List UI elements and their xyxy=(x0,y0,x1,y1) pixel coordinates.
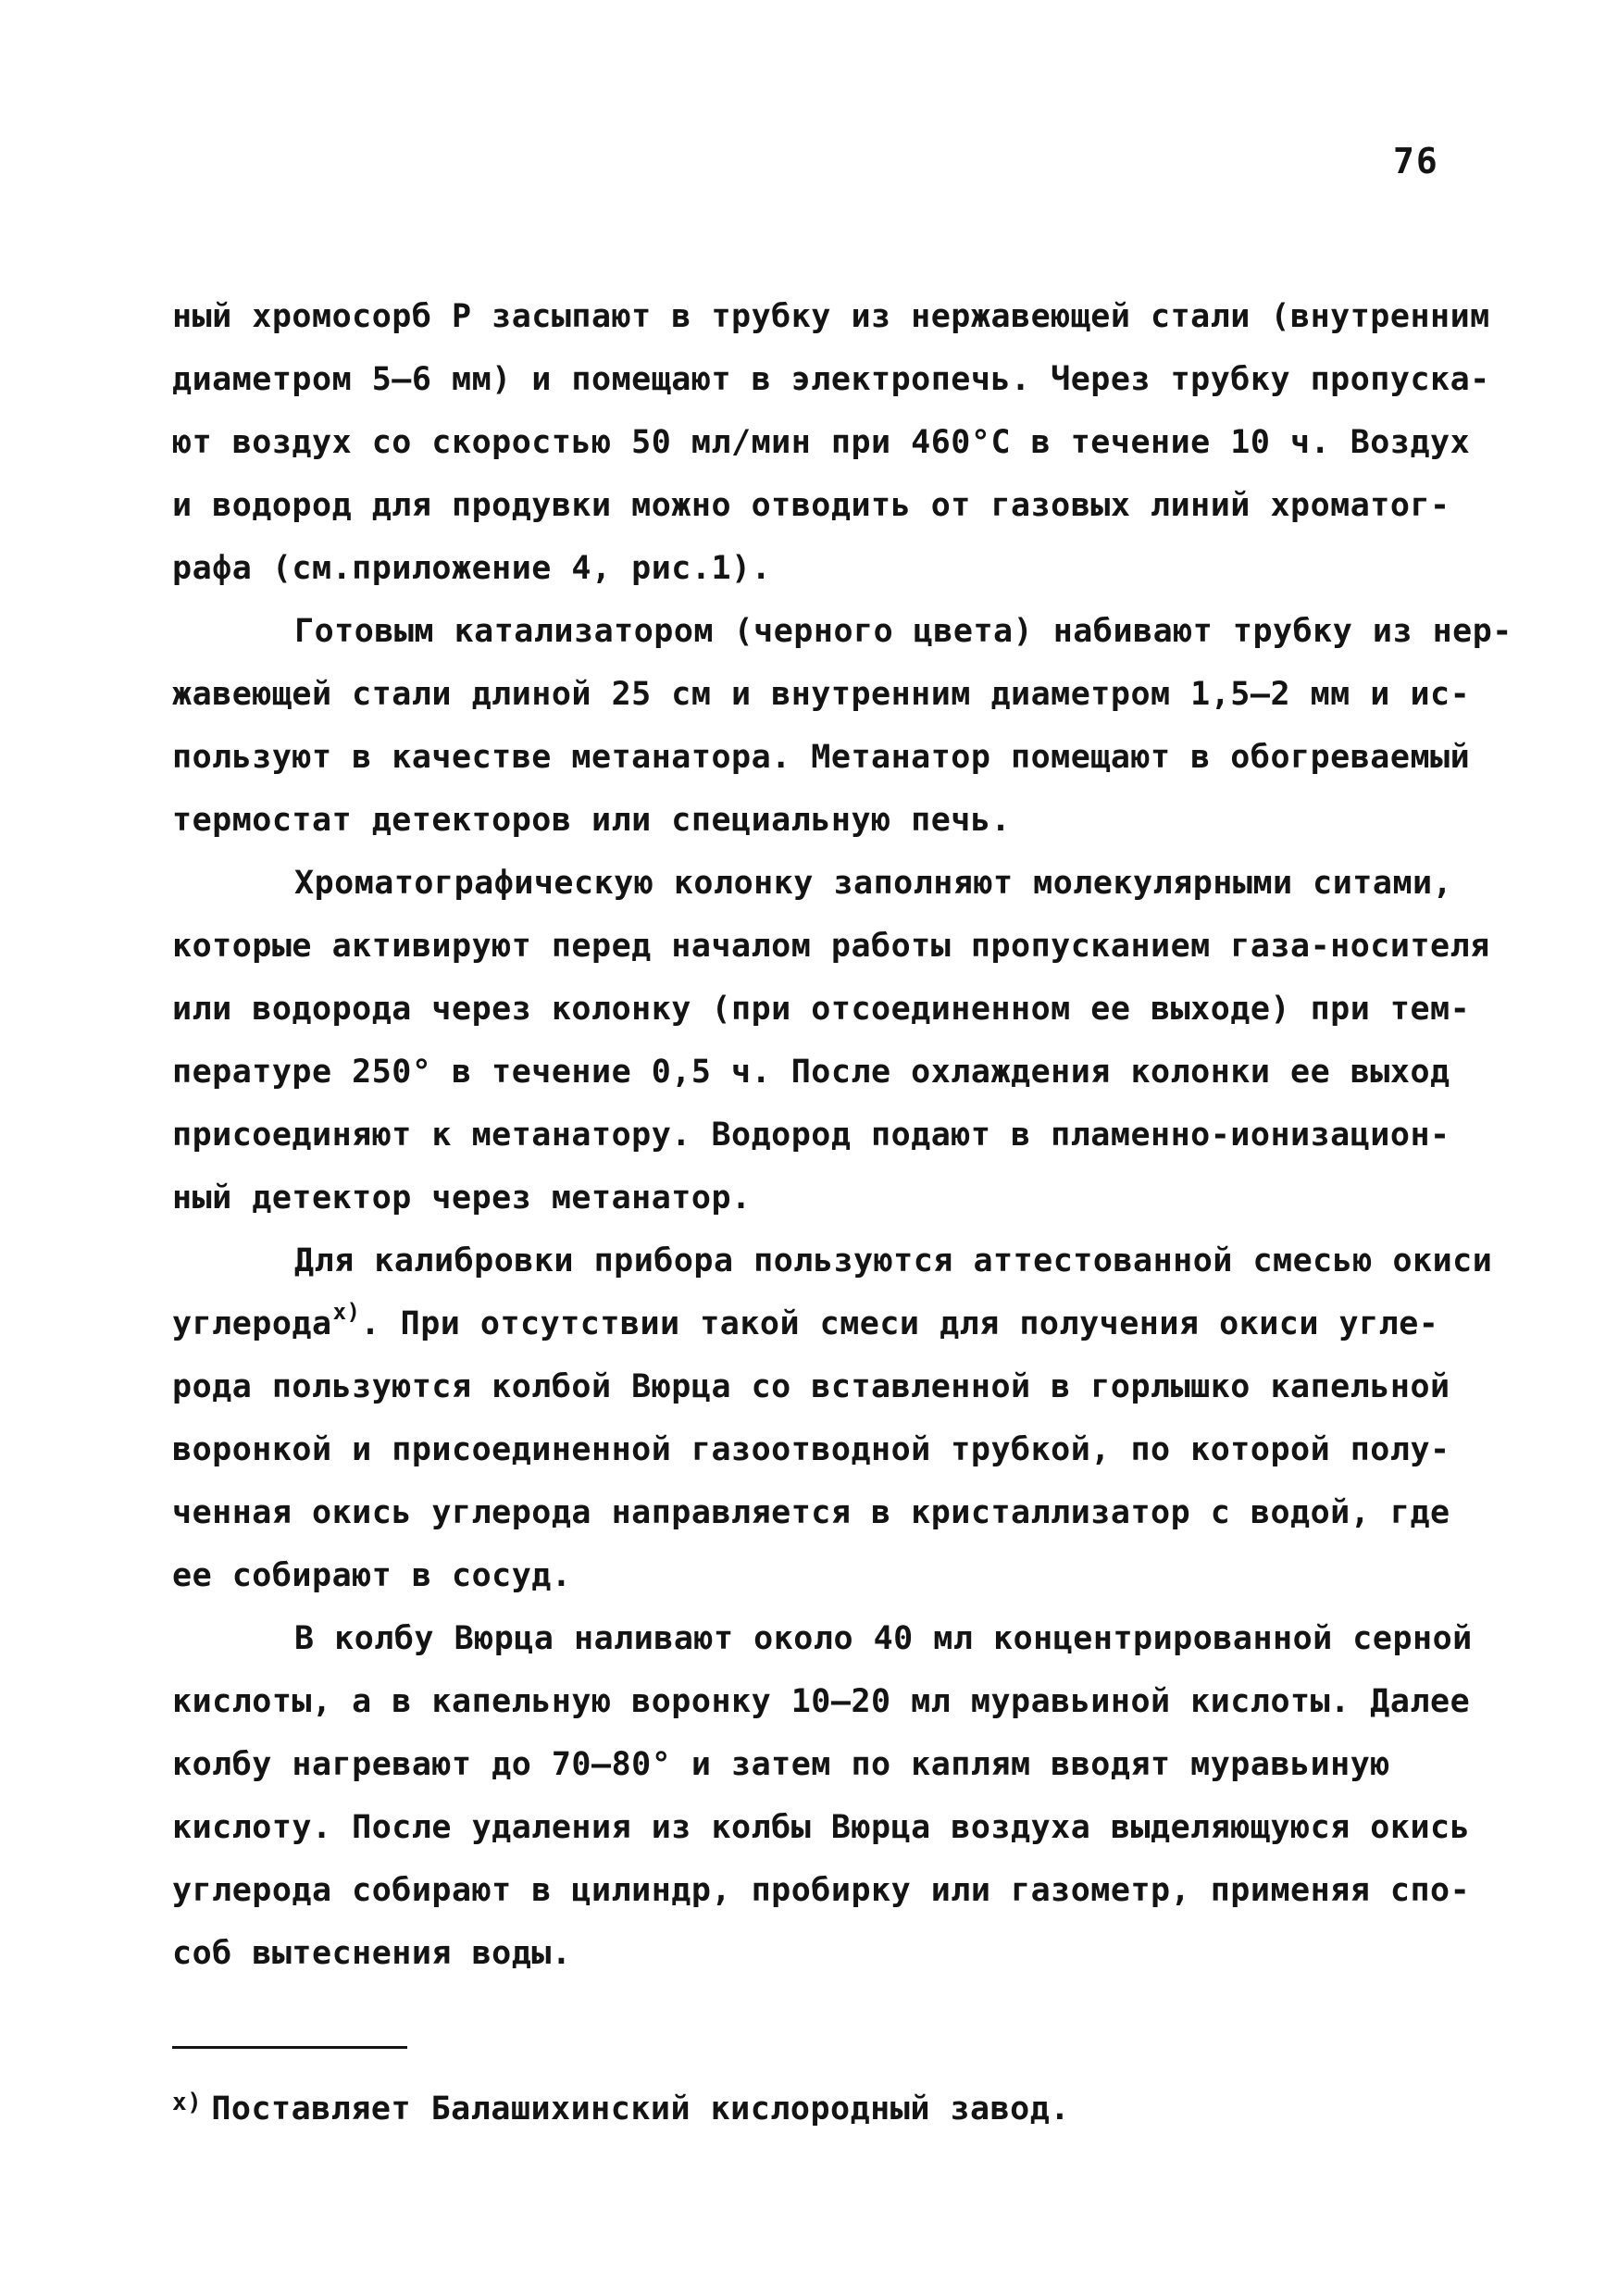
paragraph-text: . При отсутствии такой смеси для получения окиси угле- xyxy=(360,1305,1439,1342)
paragraph-line: или водорода через колонку (при отсоединенном ее выходе) при тем- xyxy=(172,991,1471,1028)
footnote xyxy=(172,2089,1070,2128)
paragraph-line: кислоту. После удаления из колбы Вюрца воздуха выделяющуюся окись xyxy=(172,1809,1471,1846)
footnote-marker: x) xyxy=(172,2089,203,2116)
paragraph-line: кислоты, а в капельную воронку 10–20 мл муравьиной кислоты. Далее xyxy=(172,1683,1471,1720)
paragraph-line: пользуют в качестве метанатора. Метанатор помещают в обогреваемый xyxy=(172,739,1471,776)
paragraph-line: соб вытеснения воды. xyxy=(172,1935,572,1972)
paragraph-line: ный детектор через метанатор. xyxy=(172,1179,752,1217)
paragraph-line: воронкой и присоединенной газоотводной трубкой, по которой полу- xyxy=(172,1431,1450,1468)
paragraph-line: ченная окись углерода направляется в кристаллизатор с водой, где xyxy=(172,1494,1450,1531)
paragraph-line: углерода собирают в цилиндр, пробирку или газометр, применяя спо- xyxy=(172,1872,1471,1909)
paragraph-line: ный хромосорб Р засыпают в трубку из нержавеющей стали (внутренним xyxy=(172,298,1490,335)
paragraph-line: жавеющей стали длиной 25 см и внутренним диаметром 1,5–2 мм и ис- xyxy=(172,676,1471,713)
paragraph-line: Хроматографическую колонку заполняют молекулярными ситами, xyxy=(294,865,1453,902)
paragraph-line: пературе 250° в течение 0,5 ч. После охлаждения колонки ее выход xyxy=(172,1054,1450,1091)
paragraph-line: присоединяют к метанатору. Водород подают в пламенно-ионизацион- xyxy=(172,1117,1450,1154)
footnote-divider xyxy=(172,2046,407,2049)
footnote-reference: x) xyxy=(332,1299,361,1325)
paragraph-line-with-footnote-ref xyxy=(172,1299,1439,1342)
paragraph-line: В колбу Вюрца наливают около 40 мл концентрированной серной xyxy=(294,1620,1473,1657)
paragraph-line: Готовым катализатором (черного цвета) набивают трубку из нер- xyxy=(294,613,1512,650)
paragraph-line: которые активируют перед началом работы пропусканием газа-носителя xyxy=(172,928,1490,965)
paragraph-line: рафа (см.приложение 4, рис.1). xyxy=(172,550,772,587)
paragraph-line: и водород для продувки можно отводить от газовых линий хроматог- xyxy=(172,487,1450,524)
paragraph-line: рода пользуются колбой Вюрца со вставленной в горлышко капельной xyxy=(172,1368,1450,1405)
paragraph-line: диаметром 5–6 мм) и помещают в электропечь. Через трубку пропуска- xyxy=(172,361,1490,398)
footnote-text: Поставляет Балашихинский кислородный завод. xyxy=(211,2090,1070,2128)
paragraph-line: термостат детекторов или специальную печь. xyxy=(172,802,1012,839)
paragraph-line: Для калибровки прибора пользуются аттестованной смесью окиси xyxy=(294,1242,1493,1279)
page-number: 76 xyxy=(1393,141,1439,181)
paragraph-line: ее собирают в сосуд. xyxy=(172,1557,572,1594)
paragraph-line: колбу нагревают до 70–80° и затем по каплям вводят муравьиную xyxy=(172,1746,1390,1783)
paragraph-text: углерода xyxy=(172,1305,332,1342)
paragraph-line: ют воздух со скоростью 50 мл/мин при 460°С в течение 10 ч. Воздух xyxy=(172,424,1471,461)
